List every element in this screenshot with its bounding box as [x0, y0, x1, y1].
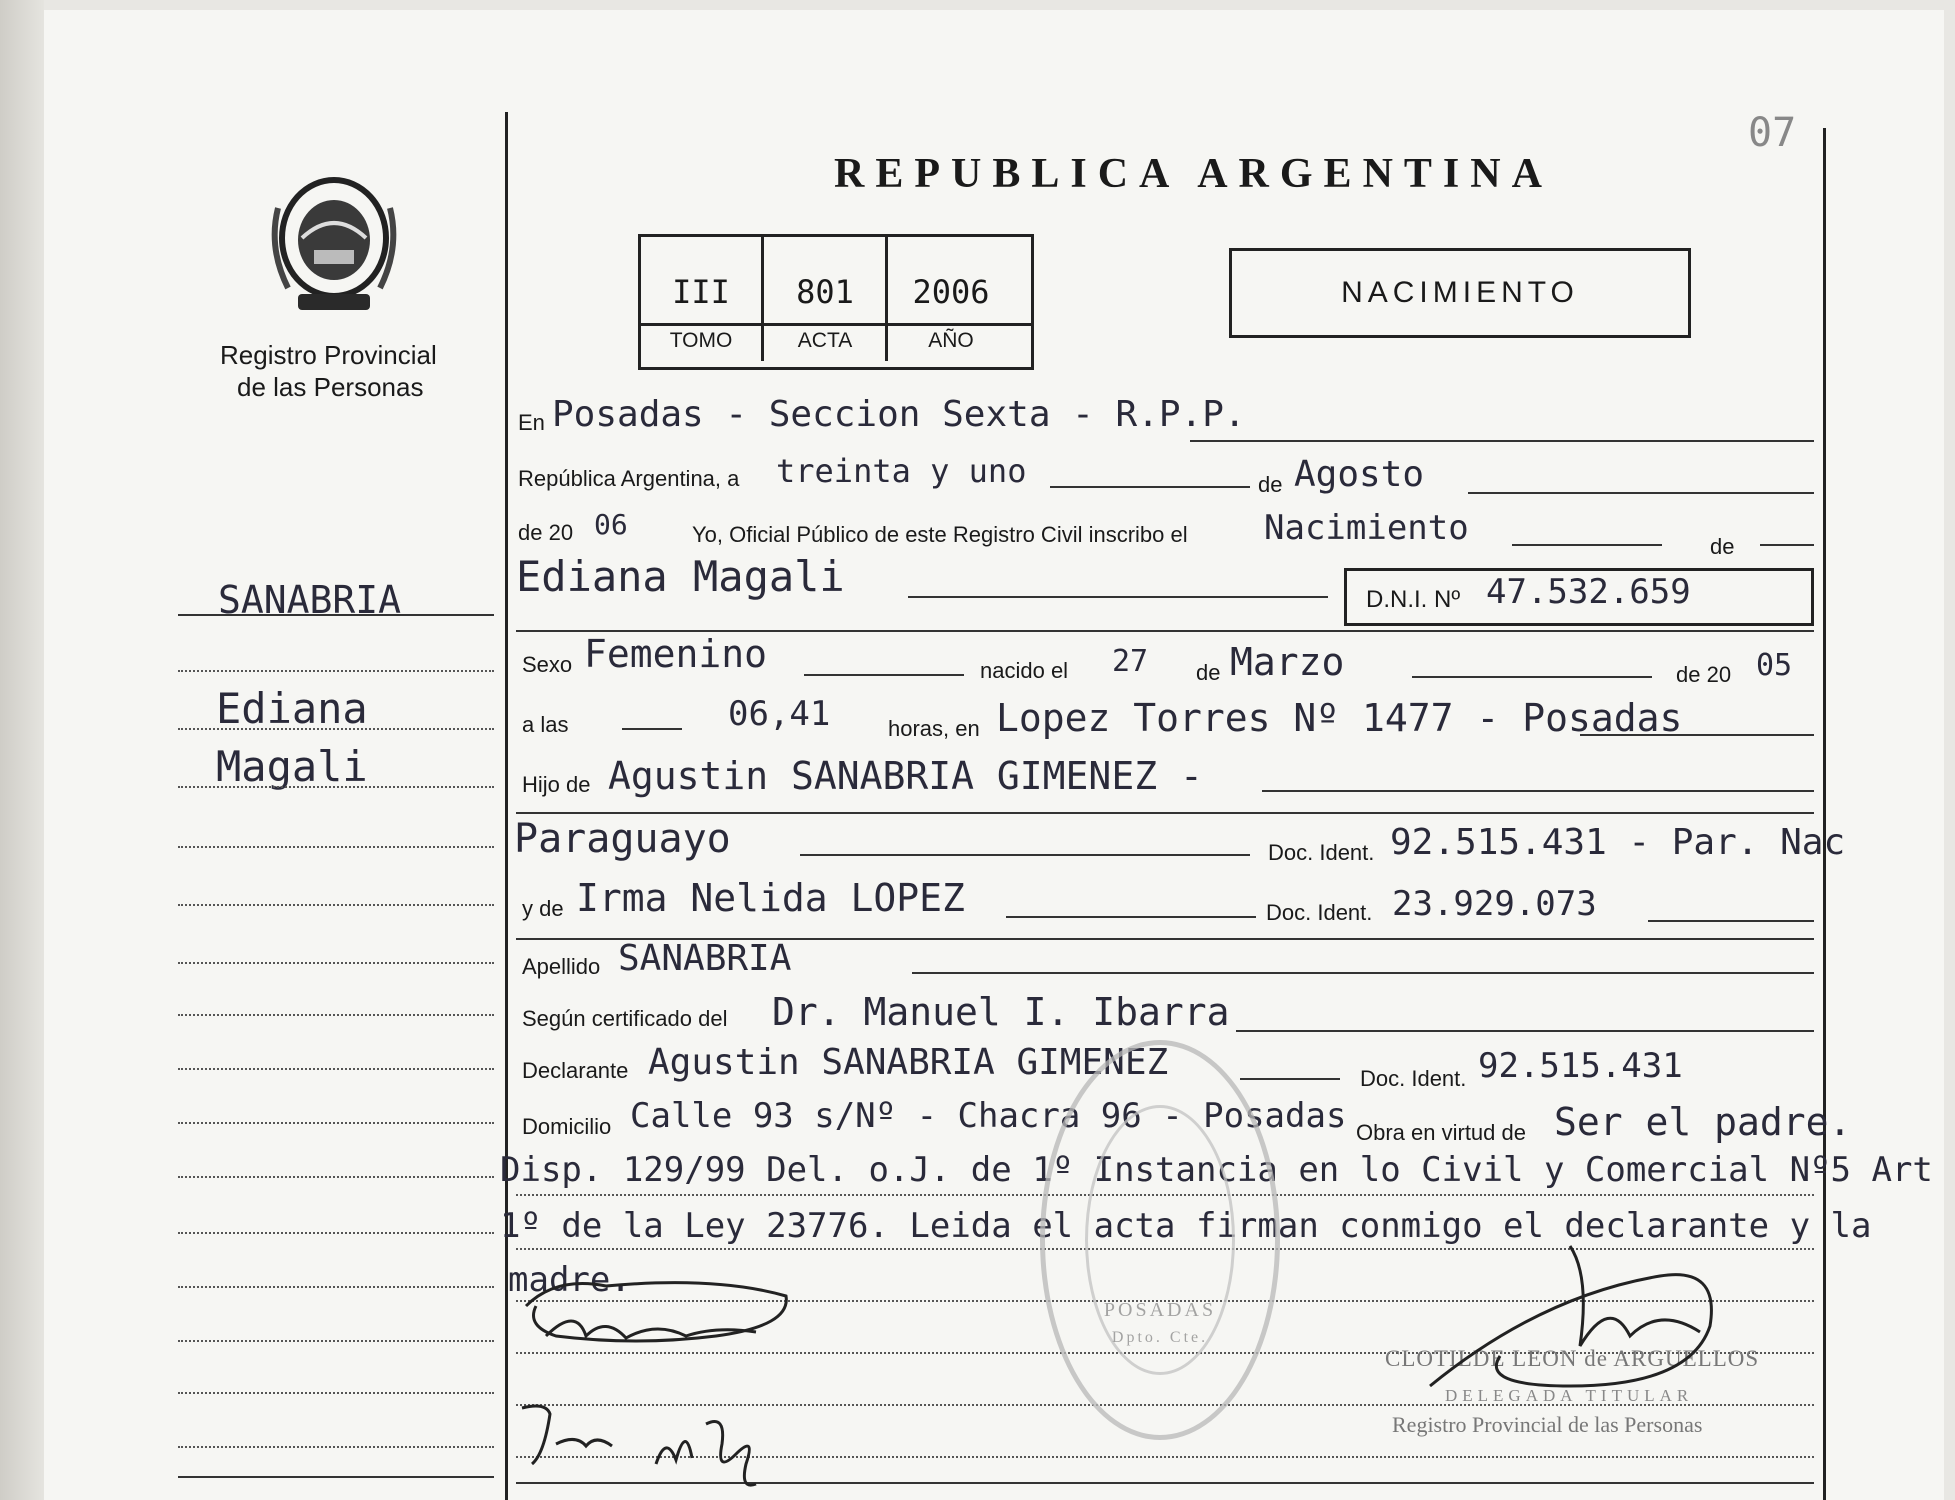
- birth-year-suffix-value: 05: [1756, 648, 1793, 683]
- form-line: [516, 812, 1814, 814]
- place-value: Posadas - Seccion Sexta - R.P.P.: [552, 394, 1246, 435]
- registry-name-line1: Registro Provincial: [220, 340, 437, 370]
- hours-label: horas, en: [888, 716, 980, 741]
- birth-place-value: Lopez Torres Nº 1477 - Posadas: [996, 696, 1683, 740]
- form-line: [1190, 440, 1814, 442]
- dni-label: D.N.I. Nº: [1366, 586, 1461, 613]
- form-line: [804, 674, 964, 676]
- form-line: [1580, 734, 1814, 736]
- de-label: de: [1258, 472, 1283, 497]
- form-line: [1262, 790, 1814, 792]
- note-line-3: madre.: [508, 1260, 631, 1300]
- capacity-label: Obra en virtud de: [1356, 1120, 1526, 1145]
- official-seal: [1040, 1040, 1280, 1440]
- table-divider: [761, 237, 764, 361]
- official-registry: Registro Provincial de las Personas: [1392, 1412, 1703, 1437]
- margin-dotted-line: [178, 1446, 494, 1448]
- declarant-label: Declarante: [522, 1058, 629, 1083]
- doc-label: Doc. Ident.: [1268, 840, 1375, 865]
- surname-value: SANABRIA: [618, 938, 792, 979]
- birth-day-value: 27: [1112, 644, 1149, 679]
- address-value: Calle 93 s/Nº - Chacra 96 - Posadas: [630, 1096, 1347, 1136]
- margin-dotted-line: [178, 728, 494, 730]
- form-line: [622, 728, 682, 730]
- father-doc-value: 92.515.431 - Par. Nac: [1390, 822, 1846, 863]
- year-prefix-label: de 20: [518, 520, 574, 545]
- misiones-coat-of-arms-icon: [268, 168, 400, 314]
- mother-value: Irma Nelida LOPEZ: [576, 876, 965, 920]
- declarant-signature: [516, 1266, 796, 1356]
- child-name-value: Ediana Magali: [516, 552, 845, 601]
- form-line: [1240, 1078, 1340, 1080]
- official-signature: [1420, 1236, 1750, 1396]
- margin-dotted-line: [178, 846, 494, 848]
- form-line: [800, 854, 1250, 856]
- de-label-3: de: [1196, 660, 1221, 685]
- form-line: [1512, 544, 1662, 546]
- note-line-1: Disp. 129/99 Del. o.J. de 1º Instancia en lo Civil y Comercial Nº5 Art: [500, 1150, 1933, 1190]
- birth-month-value: Marzo: [1230, 640, 1345, 684]
- country-title: REPUBLICA ARGENTINA: [834, 151, 1553, 197]
- form-line: [1236, 1030, 1814, 1032]
- note-line-2: 1º de la Ley 23776. Leida el acta firman conmigo el declarante y la: [500, 1206, 1872, 1246]
- margin-dotted-line: [178, 962, 494, 964]
- event-value: Nacimiento: [1264, 508, 1469, 548]
- registry-name-line2: de las Personas: [237, 372, 424, 402]
- margin-dotted-line: [178, 1392, 494, 1394]
- official-role: DELEGADA TITULAR: [1445, 1386, 1694, 1405]
- margin-surname: SANABRIA: [218, 578, 402, 622]
- certificate-by-value: Dr. Manuel I. Ibarra: [772, 990, 1230, 1034]
- mother-signature: [516, 1394, 796, 1494]
- margin-dotted-line: [178, 1068, 494, 1070]
- at-label: a las: [522, 712, 569, 737]
- son-of-label: Hijo de: [522, 772, 591, 797]
- form-line: [1760, 544, 1814, 546]
- doc-label-3: Doc. Ident.: [1360, 1066, 1467, 1091]
- tomo-value: III: [672, 273, 730, 311]
- table-divider: [885, 237, 888, 361]
- birth-time-value: 06,41: [728, 694, 831, 734]
- declarant-value: Agustin SANABRIA GIMENEZ: [648, 1042, 1169, 1083]
- form-line: [1468, 492, 1814, 494]
- form-line: [1050, 486, 1250, 488]
- capacity-value: Ser el padre.: [1554, 1100, 1852, 1144]
- margin-dotted-line: [178, 1286, 494, 1288]
- mother-doc-value: 23.929.073: [1392, 884, 1597, 924]
- ano-label: AÑO: [928, 329, 974, 352]
- acta-value: 801: [796, 273, 854, 311]
- form-line: [1412, 676, 1652, 678]
- month-value: Agosto: [1294, 454, 1425, 495]
- sex-value: Femenino: [584, 632, 768, 676]
- binding-edge: [0, 0, 44, 1500]
- margin-surname-line: [178, 614, 494, 616]
- table-rule: [641, 323, 1031, 326]
- ano-value: 2006: [912, 273, 990, 311]
- seal-dept: Dpto. Cte.: [1111, 1329, 1209, 1346]
- form-line: [1006, 916, 1256, 918]
- official-label: Yo, Oficial Público de este Registro Civil inscribo el: [692, 522, 1188, 547]
- day-words-value: treinta y uno: [776, 452, 1027, 490]
- margin-dotted-line: [178, 1340, 494, 1342]
- margin-dotted-line: [178, 1014, 494, 1016]
- margin-given-name-2: Magali: [216, 742, 368, 791]
- record-number-table: [638, 234, 1034, 370]
- sex-label: Sexo: [522, 652, 573, 677]
- republic-label: República Argentina, a: [518, 466, 740, 491]
- year-suffix-value: 06: [594, 508, 628, 541]
- doc-label-2: Doc. Ident.: [1266, 900, 1373, 925]
- margin-given-name-1: Ediana: [216, 684, 368, 733]
- address-label: Domicilio: [522, 1114, 612, 1139]
- seal-city: POSADAS: [1103, 1299, 1217, 1321]
- margin-dotted-line: [178, 904, 494, 906]
- de-label-2: de: [1710, 534, 1735, 559]
- margin-dotted-line: [178, 786, 494, 788]
- father-nationality-value: Paraguayo: [514, 816, 731, 862]
- surname-label: Apellido: [522, 954, 601, 979]
- certificate-label: Según certificado del: [522, 1006, 728, 1031]
- record-type-box: NACIMIENTO: [1229, 248, 1691, 338]
- form-line: [1648, 920, 1814, 922]
- margin-dotted-line: [178, 1232, 494, 1234]
- margin-dotted-line: [178, 670, 494, 672]
- dni-value: 47.532.659: [1486, 572, 1691, 612]
- en-label: En: [518, 410, 545, 435]
- year-prefix-label-2: de 20: [1676, 662, 1732, 687]
- margin-dotted-line: [178, 1122, 494, 1124]
- right-border: [1823, 128, 1826, 1500]
- form-line: [912, 972, 1814, 974]
- tomo-label: TOMO: [669, 329, 733, 352]
- margin-bottom-line: [178, 1476, 494, 1478]
- and-of-label: y de: [522, 896, 564, 921]
- born-label: nacido el: [980, 658, 1069, 683]
- form-line: [908, 596, 1328, 598]
- margin-dotted-line: [178, 1176, 494, 1178]
- official-name: CLOTILDE LEON de ARGUELLOS: [1385, 1346, 1760, 1371]
- page-number: 07: [1748, 110, 1797, 156]
- acta-label: ACTA: [797, 329, 853, 352]
- father-value: Agustin SANABRIA GIMENEZ -: [608, 754, 1203, 798]
- declarant-doc-value: 92.515.431: [1478, 1046, 1683, 1086]
